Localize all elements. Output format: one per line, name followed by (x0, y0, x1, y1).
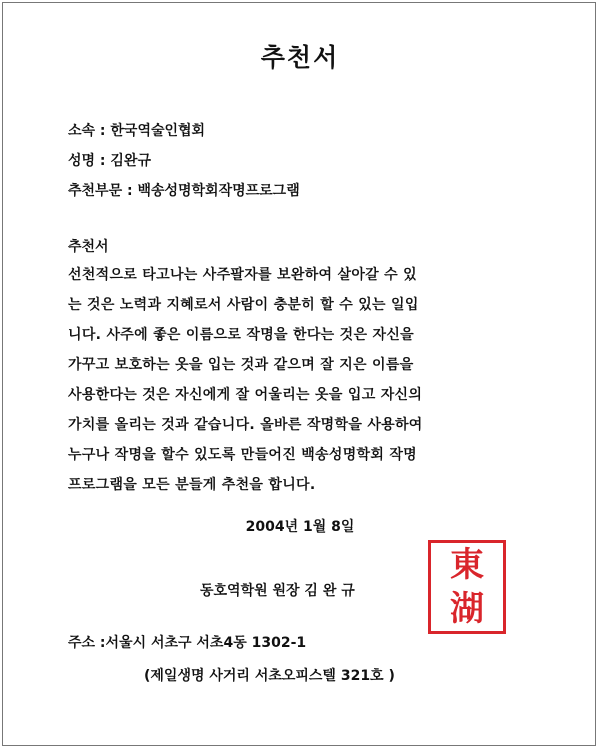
body-line: 니다. 사주에 좋은 이름으로 작명을 한다는 것은 자신을 (68, 327, 414, 343)
body-heading: 추천서 (68, 239, 109, 255)
body-line: 사용한다는 것은 자신에게 잘 어울리는 옷을 입고 자신의 (68, 387, 423, 403)
body-line: 프로그램을 모든 분들게 추천을 합니다. (68, 477, 316, 493)
document-title: 추천서 (260, 43, 340, 72)
address-line: 주소 :서울시 서초구 서초4동 1302-1 (68, 635, 307, 651)
document-date: 2004년 1월 8일 (245, 519, 355, 535)
seal-char: 東 (450, 545, 484, 585)
signer-line: 동호역학원 원장 김 완 규 (200, 583, 355, 599)
body-line: 선천적으로 타고나는 사주팔자를 보완하여 살아갈 수 있 (68, 267, 417, 283)
body-line: 누구나 작명을 할수 있도록 만들어진 백송성명학회 작명 (68, 447, 417, 463)
seal-stamp (428, 540, 506, 634)
category-line: 추천부문 : 백송성명학회작명프로그램 (68, 183, 300, 199)
seal-char: 湖 (450, 589, 484, 629)
address-detail-line: (제일생명 사거리 서초오피스텔 321호 ) (144, 668, 395, 684)
body-line: 가꾸고 보호하는 옷을 입는 것과 같으며 잘 지은 이름을 (68, 357, 414, 373)
body-line: 가치를 올리는 것과 같습니다. 올바른 작명학을 사용하여 (68, 417, 423, 433)
body-line: 는 것은 노력과 지혜로서 사람이 충분히 할 수 있는 일입 (68, 297, 419, 313)
name-line: 성명 : 김완규 (68, 153, 151, 169)
affiliation-line: 소속 : 한국역술인협회 (68, 123, 206, 139)
